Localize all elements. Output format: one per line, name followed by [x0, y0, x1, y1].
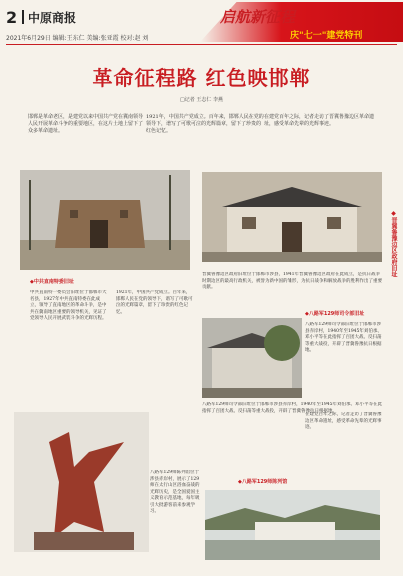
section-text-1b: 1921年，中国共产党成立。百年来，邯郸人民在党的领导下，谱写了可歌可泣的光辉篇章，留下了珍贵的红色记忆。: [116, 290, 193, 315]
section-heading-3: ◆八路军129师司令部旧址: [305, 311, 365, 317]
photo-command-post: [202, 318, 302, 398]
brand-title: 启航新征程: [220, 8, 296, 26]
page-number-divider: [22, 10, 24, 24]
section-text-4: 八路军129师陈列馆位于涉县赤岸村，展示了129师在太行山区浴血奋战的光辉历史，是全国爱国主义教育示范基地，每年吸引大批游客前来参观学习。: [150, 470, 200, 514]
house-illustration: [202, 172, 382, 262]
intro-paragraph-3: 在建党百年之际，记者走访了晋冀鲁豫边区革命遗址，感受革命先辈的光辉事迹。: [264, 114, 375, 127]
photo-village-house: [202, 172, 382, 262]
sculpture-illustration: [14, 412, 149, 552]
page-number: 2: [6, 8, 18, 27]
brand-subtitle: 庆"七一"建党特刊: [290, 31, 363, 41]
section-text-3c: 在建党百年之际，记者走访了晋冀鲁豫边区革命遗址，感受革命先辈的光辉事迹。: [305, 412, 382, 430]
section-heading-4: ◆八路军129师陈列馆: [238, 479, 288, 485]
photo-ruins: [20, 170, 190, 270]
photo-museum: [205, 490, 380, 560]
intro-paragraph-2: 1921年，中国共产党成立。百年来，邯郸人民在党的领导下，谱写了可歌可泣的光辉篇章，留下了珍贵的红色记忆。: [146, 114, 264, 134]
section-text-3a: 八路军129师司令部旧址位于邯郸市涉县赤岸村，1940年至1945年刘伯承、邓小平等在此指挥了百团大战、反扫荡等重大战役，开辟了晋冀鲁豫抗日根据地。: [305, 322, 382, 353]
article-title: 革命征程路 红色映邯郸: [92, 66, 311, 90]
command-post-illustration: [202, 318, 302, 398]
section-text-2: 晋冀鲁豫边区政府旧址位于邯郸市涉县，1941年晋冀鲁豫边区政府在此成立，是抗日战争时期边区的最高行政机关，被誉为新中国的雏形，为抗日战争和解放战争的胜利作出了重要贡献。: [202, 272, 382, 290]
museum-illustration: [205, 490, 380, 560]
intro-paragraph-1: 邯郸是革命老区，是建党以来中国共产党在冀南领导人民开展革命斗争的重要地区，在这片土地上留下了众多革命遗址。: [28, 114, 144, 134]
page-header: [0, 0, 403, 46]
section-text-1a: 中共直南特一委员会旧址位于邯郸市大名县，1927年中共直南特委在此成立，领导了直南地区的革命斗争，是中共在冀南地区重要的领导机关，见证了党领导人民开展武装斗争的光辉历程。: [30, 290, 107, 321]
ruins-illustration: [20, 170, 190, 270]
sidebar-heading: ◆晋冀鲁豫边区政府旧址: [390, 210, 397, 277]
section-text-3b: 八路军129师司令部旧址位于邯郸市涉县赤岸村，1940年至1945年刘伯承、邓小平等在此指挥了百团大战、反扫荡等重大战役，开辟了晋冀鲁豫抗日根据地。: [202, 402, 382, 414]
section-heading-1: ◆中共直南特委旧址: [30, 279, 74, 285]
article-byline: □记者 王志仁 李燕: [180, 97, 223, 103]
header-rule: [6, 44, 397, 45]
photo-sculpture: [14, 412, 149, 552]
issue-meta: 2021年6月29日 编辑:王东仁 美编:张亚霞 校对:赵 刘: [6, 35, 149, 42]
newspaper-name: 中原商报: [28, 11, 77, 25]
